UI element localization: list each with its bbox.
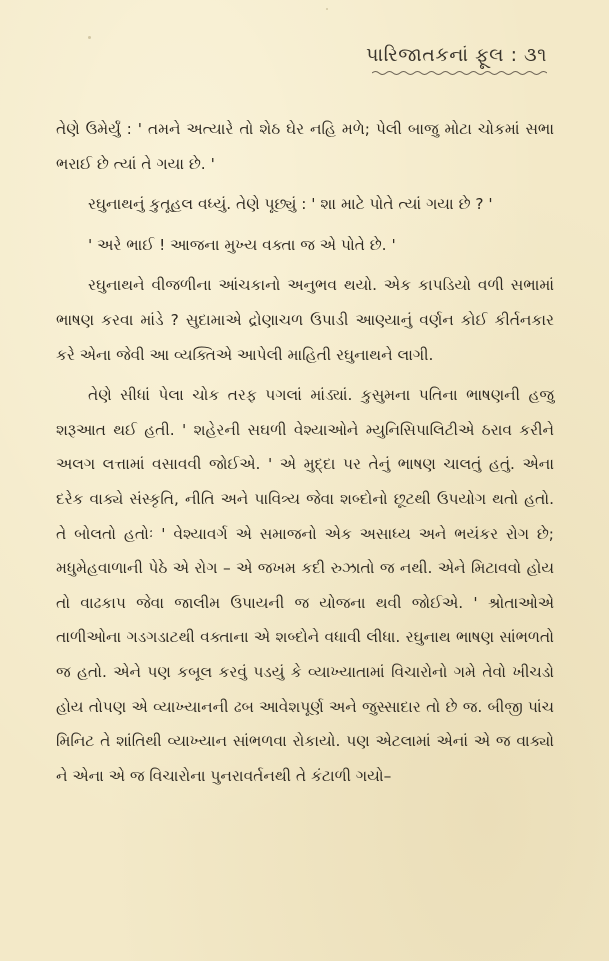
page-body xyxy=(56,112,554,799)
paragraph: તેણે સીધાં પેલા ચોક તરફ પગલાં માંડ્યાં. કુસુમના પતિના ભાષણની હજુ શરૂઆત થઈ હતી. ' શહેરની સઘળી વેશ્યાઓને મ્યુનિસિપાલિટીએ ઠરાવ કરીને અલગ લત્તામાં વસાવવી જોઈએ. ' એ મુદ્દા પર તેનું ભાષણ ચાલતું હતું. એના દરેક વાક્યે સંસ્કૃતિ, નીતિ અને પાવિત્ર્ય જેવા શબ્દોનો છૂટથી ઉપયોગ થતો હતો. તે બોલતો હતોઃ ' વેશ્યાવર્ગ એ સમાજનો એક અસાધ્ય અને ભયંકર રોગ છે; મધુમેહવાળાની પેઠે એ રોગ – એ જખમ કદી રુઝાતો જ નથી. એને મિટાવવો હોય તો વાઢકાપ જેવા જાલીમ ઉપાયની જ યોજના થવી જોઈએ. ' શ્રોતાઓએ તાળીઓના ગડગડાટથી વક્તાના એ શબ્દોને વધાવી લીધા. રઘુનાથ ભાષણ સાંભળતો જ હતો. એને પણ કબૂલ કરવું પડયું કે વ્યાખ્યાતામાં વિચારોનો ગમે તેવો ખીચડો હોય તોપણ એ વ્યાખ્યાનની ઢબ આવેશપૂર્ણ અને જુસ્સાદાર તો છે જ. બીજી પાંચ મિનિટ તે શાંતિથી વ્યાખ્યાન સાંભળવા રોકાયો. પણ એટલામાં એનાં એ જ વાક્યો ને એના એ જ વિચારોના પુનરાવર્તનથી તે કંટાળી ગયો– xyxy=(56,386,554,785)
paragraph: રઘુનાથને વીજળીના આંચકાનો અનુભવ થયો. એક કાપડિયો વળી સભામાં ભાષણ કરવા માંડે ? સુદામાએ દ્રોણાચળ ઉપાડી આણ્યાનું વર્ણન કોઈ કીર્તનકાર કરે એના જેવી આ વ્યક્તિએ આપેલી માહિતી રઘુનાથને લાગી. xyxy=(56,276,554,364)
paper-speck xyxy=(326,8,328,10)
page-header xyxy=(366,44,547,76)
paragraph: રઘુનાથનું કુતૂહલ વધ્યું. તેણે પૂછ્યું : ' શા માટે પોતે ત્યાં ગયા છે ? ' xyxy=(88,195,493,214)
wavy-rule-ornament xyxy=(372,70,547,76)
paragraph-continuation: તેણે ઉમેર્યું : ' તમને અત્યારે તો શેઠ ઘેર નહિ મળે; પેલી બાજુ મોટા ચોકમાં સભા ભરાઈ છે ત્યાં તે ગયા છે. ' xyxy=(56,120,554,173)
paragraph-dialogue: ' અરે ભાઈ ! આજના મુખ્ય વક્તા જ એ પોતે છે. ' xyxy=(88,235,396,254)
paper-speck xyxy=(88,36,91,39)
running-title: પારિજાતકનાં ફૂલ : ૩૧ xyxy=(366,44,547,66)
